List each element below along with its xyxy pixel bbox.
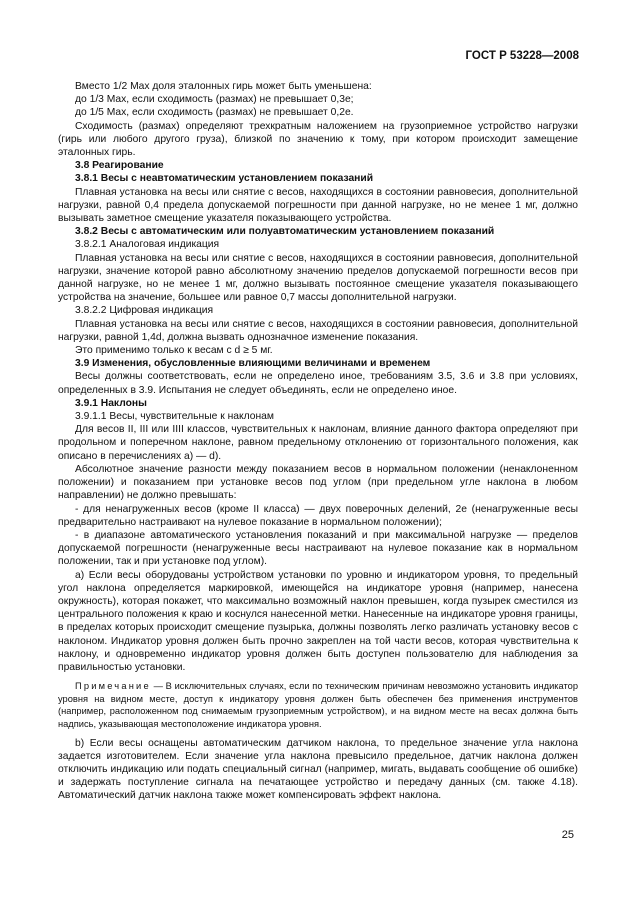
page-number: 25 <box>561 829 574 841</box>
list-item: b) Если весы оснащены автоматическим датчиком наклона, то предельное значение угла наклона задается изготовителем. Если значение угла наклона превысило предельное, датчик наклона должен отключить индикацию или подать специальный сигнал (например, мигать, выдавать сообщение об ошибке) и задержать поступление сигнала на печатающее устройство и передачу данных (см. также 4.18). Автоматический датчик наклона также может компенсировать эффект наклона. <box>58 737 578 802</box>
paragraph: до 1/5 Max, если сходимость (размах) не превышает 0,2e. <box>75 107 354 119</box>
note <box>58 680 578 730</box>
subsection-title: 3.9.1.1 Весы, чувствительные к наклонам <box>75 411 274 423</box>
note-label: Примечание <box>75 681 151 692</box>
paragraph: Для весов II, III или IIII классов, чувствительных к наклонам, влияние данного фактора определяют при продольном и поперечном наклоне, равном предельному отклонению от горизонтального положения, как описано в перечислениях а) — d). <box>58 424 578 462</box>
paragraph: Плавная установка на весы или снятие с весов, находящихся в состоянии равновесия, дополнительной нагрузки, равной 0,4 предела допускаемой погрешности при данной нагрузке, но не менее 1 мг, должно вызывать заметное смещение указателя показывающего устройства. <box>58 186 578 225</box>
page-body <box>58 80 578 803</box>
section-heading: 3.9.1 Наклоны <box>75 397 147 409</box>
subsection-title: 3.8.2.1 Аналоговая индикация <box>75 239 220 251</box>
paragraph: Это применимо только к весам с d ≥ 5 мг. <box>75 345 273 357</box>
section-heading: 3.9 Изменения, обусловленные влияющими величинами и временем <box>75 358 431 370</box>
section-heading: 3.8.1 Весы с неавтоматическим установлением показаний <box>75 173 374 185</box>
list-item: - в диапазоне автоматического установления показаний и при максимальной нагрузке — пределов допускаемой погрешности (ненагруженные весы настраивают на нулевое показание как в нормальном положении, так и при установке под углом). <box>58 529 578 568</box>
note-text: — В исключительных случаях, если по техническим причинам невозможно установить индикатор уровня на видном месте, доступ к индикатору уровня должен быть обеспечен без применения инструментов (например, расположенном под снимаемым грузоприемным устройством), и на видном месте на весах должна быть надпись, указывающая местоположение индикатора уровня. <box>58 681 578 729</box>
list-item: - для ненагруженных весов (кроме II класса) — двух поверочных делений, 2e (ненагруженные весы предварительно настраивают на нулевое показание в нормальном положении); <box>58 503 578 528</box>
paragraph: Плавная установка на весы или снятие с весов, находящихся в состоянии равновесия, дополнительной нагрузки, значение которой равно абсолютному значению пределов допускаемой погрешности весов при данной нагрузке, но не менее 1 мг, должно вызывать постоянное смещение указателя показывающего устройства на значение, большее или равное 0,7 массы дополнительной нагрузки. <box>58 252 578 304</box>
paragraph: Весы должны соответствовать, если не определено иное, требованиям 3.5, 3.6 и 3.8 при условиях, определенных в 3.9. Испытания не следует объединять, если не определено иное. <box>58 371 578 396</box>
paragraph: Сходимость (размах) определяют трехкратным наложением на грузоприемное устройство нагрузки (гирь или любого другого груза), близкой по значению к тому, при котором происходит замещение эталонных гирь. <box>58 120 578 159</box>
paragraph: Плавная установка на весы или снятие с весов, находящихся в состоянии равновесия, дополнительной нагрузки, равной 1,4d, должна вызвать однозначное изменение показания. <box>58 318 578 343</box>
list-item: a) Если весы оборудованы устройством установки по уровню и индикатором уровня, то предельный угол наклона определяется маркировкой, имеющейся на индикаторе уровня (например, нанесена окружность), которая покажет, что максимально возможный наклон превышен, когда пузырек сместился из центрального положения к краю и коснулся нанесенной метки. Нанесенные на индикаторе уровня границы, в пределах которых происходит смещение пузырька, должны позволять легко различать установку весов с наклоном. Индикатор уровня должен быть прочно закреплен на той части весов, которая чувствительна к наклону, и одновременно индикатор уровня должен быть доступен пользователю для наблюдения за правильностью установки. <box>58 569 578 673</box>
paragraph: Вместо 1/2 Max доля эталонных гирь может быть уменьшена: <box>75 81 372 92</box>
standard-code: ГОСТ Р 53228—2008 <box>465 50 579 62</box>
paragraph: Абсолютное значение разности между показанием весов в нормальном положении (ненаклоненном положении) и показанием при установке весов под углом (при предельном угле наклона в любом направлении) не должно превышать: <box>58 463 578 502</box>
section-heading: 3.8 Реагирование <box>75 160 164 172</box>
section-heading: 3.8.2 Весы с автоматическим или полуавтоматическим установлением показаний <box>75 226 495 238</box>
subsection-title: 3.8.2.2 Цифровая индикация <box>75 305 214 317</box>
paragraph: до 1/3 Max, если сходимость (размах) не превышает 0,3e; <box>75 94 354 106</box>
